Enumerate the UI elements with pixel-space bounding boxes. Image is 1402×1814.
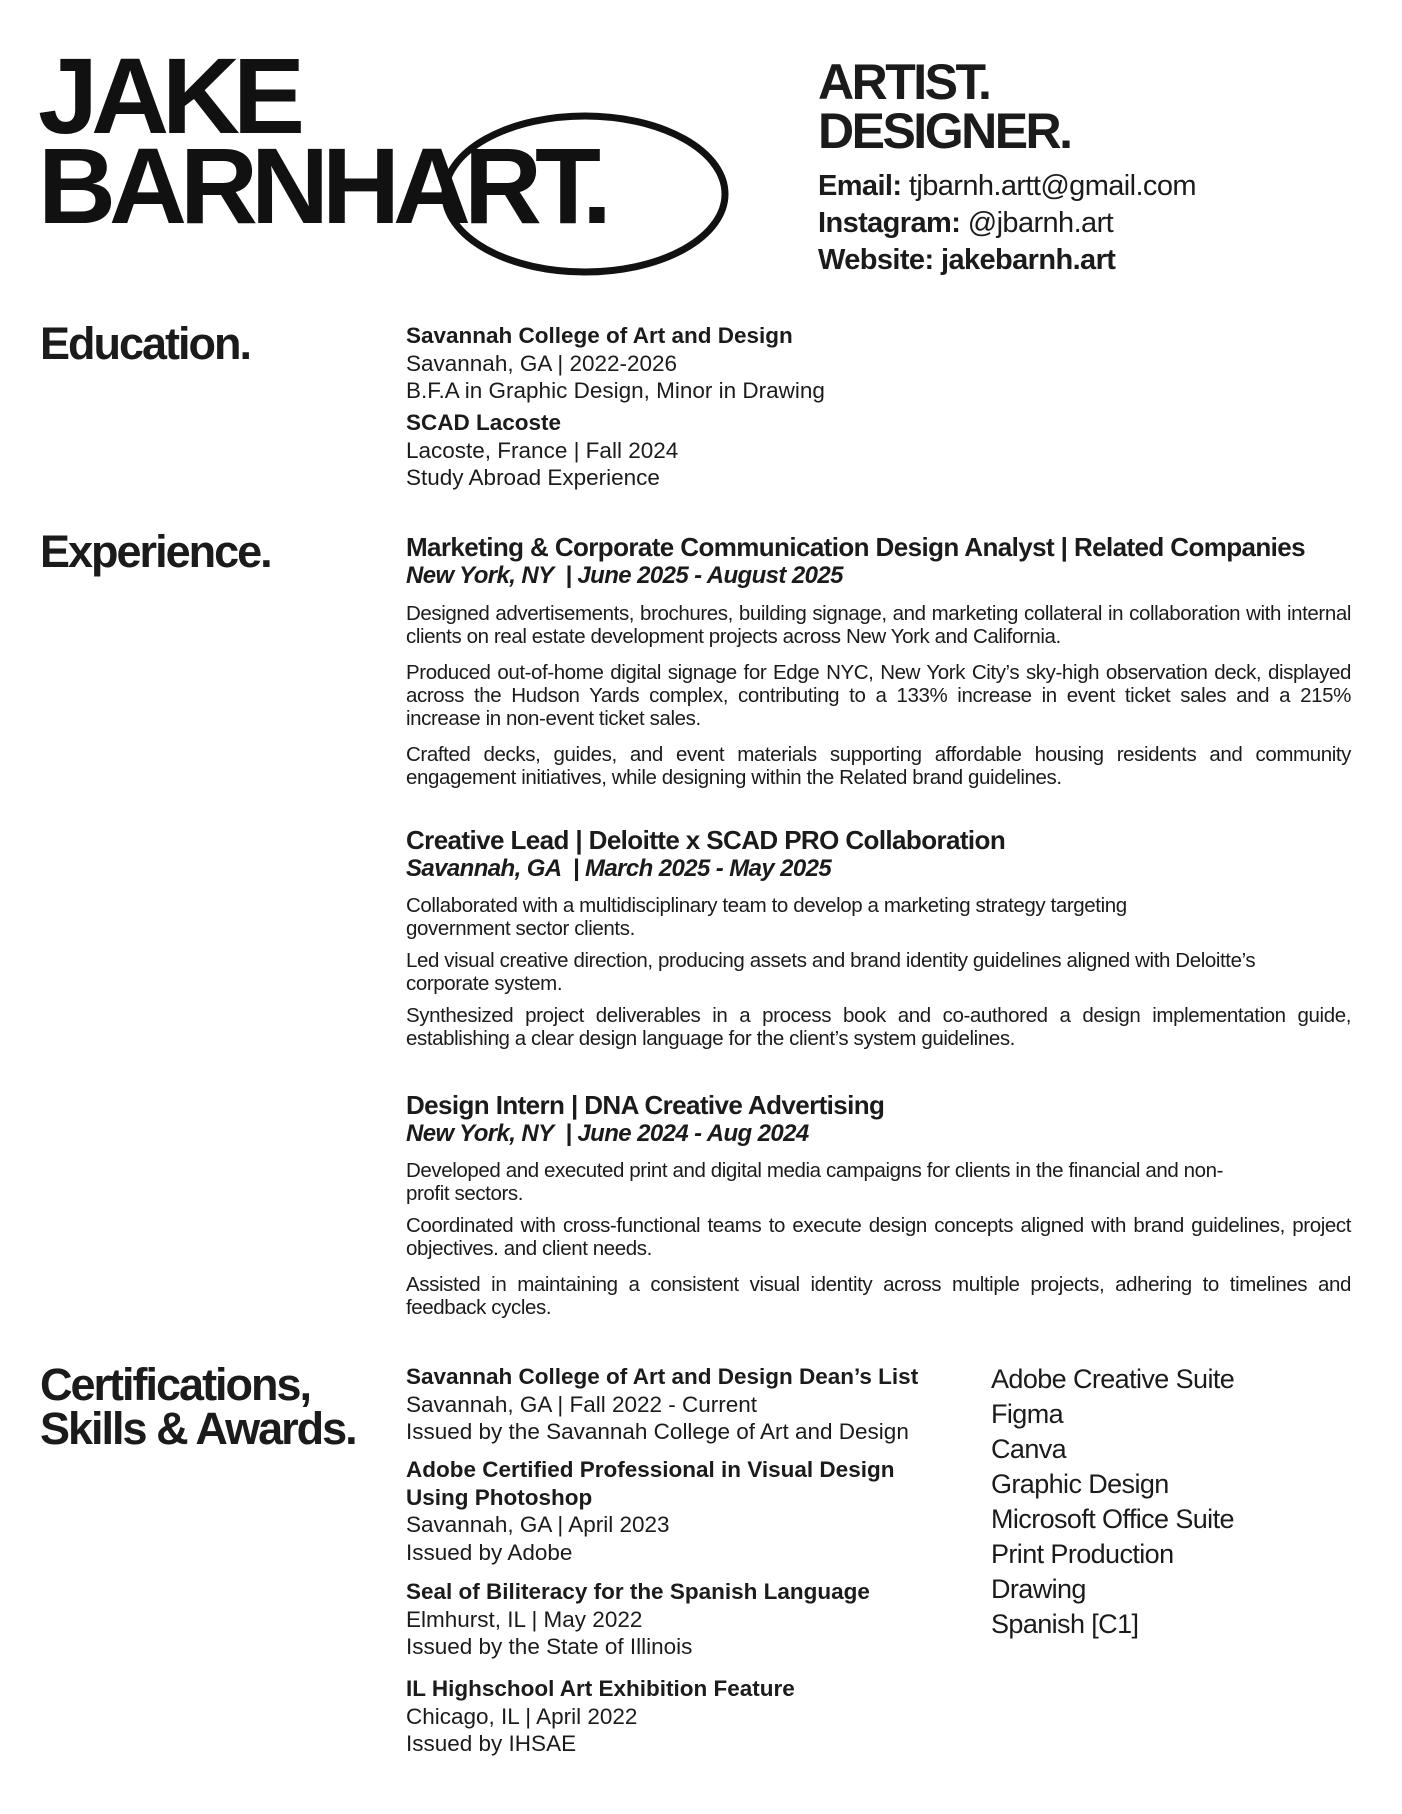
cert-item (406, 1456, 894, 1566)
cert-title: Savannah College of Art and Design Dean’s List (406, 1364, 919, 1389)
last-name: BARNHART. (38, 125, 605, 246)
contact-email-value[interactable]: tjbarnh.artt@gmail.com (908, 170, 1196, 202)
section-title-certifications: Certifications, (40, 1359, 311, 1410)
cert-item (406, 1578, 870, 1661)
education-detail: Study Abroad Experience (406, 465, 660, 490)
job-bullet: Synthesized project deliverables in a process book and co-authored a design implementation guide, establishing a clear design language for the client’s system guidelines. (406, 1004, 1351, 1050)
contact-email-label: Email: (818, 170, 902, 202)
skill-item: Canva (991, 1434, 1067, 1464)
job-title: Design Intern | DNA Creative Advertising (406, 1090, 885, 1120)
education-item (406, 409, 678, 492)
skill-item: Spanish [C1] (991, 1609, 1139, 1639)
job-bullet: Developed and executed print and digital media campaigns for clients in the financial and non-profit sectors. (406, 1159, 1224, 1205)
section-title-skills-awards: Skills & Awards. (40, 1403, 356, 1454)
cert-item (406, 1363, 918, 1446)
contact-instagram-value[interactable]: @jbarnh.art (967, 207, 1114, 239)
section-title-education: Education. (40, 318, 251, 369)
education-meta: Savannah, GA | 2022-2026 (406, 350, 678, 376)
job-bullet: Produced out-of-home digital signage for Edge NYC, New York City’s sky-high observation deck, displayed across the Hudson Yards complex, contributing to a 133% increase in event ticket sales and a 215% increase in non-event ticket sales. (406, 661, 1351, 730)
cert-title: Adobe Certified Professional in Visual Design (406, 1457, 895, 1482)
job-bullet: Coordinated with cross-functional teams to execute design concepts aligned with brand guidelines, project objectives. and client needs. (406, 1214, 1351, 1260)
first-name: JAKE (38, 35, 299, 156)
skill-item: Figma (991, 1399, 1064, 1429)
job-bullet: Collaborated with a multidisciplinary team to develop a marketing strategy targeting government sector clients. (406, 894, 1127, 940)
job-location-dates: New York, NY | June 2024 - Aug 2024 (406, 1120, 809, 1147)
job-entry (406, 532, 1351, 789)
education-school: Savannah College of Art and Design (406, 323, 793, 348)
tagline-designer: DESIGNER. (818, 103, 1071, 159)
contact-website (818, 242, 1115, 279)
cert-meta: Elmhurst, IL | May 2022 (406, 1606, 643, 1632)
skill-item: Adobe Creative Suite (991, 1364, 1235, 1394)
tagline-artist: ARTIST. (818, 54, 990, 110)
contact-instagram (818, 205, 1113, 242)
job-entry (406, 1090, 1351, 1319)
job-location-dates: Savannah, GA | March 2025 - May 2025 (406, 855, 832, 882)
job-bullet: Assisted in maintaining a consistent visual identity across multiple projects, adhering to timelines and feedback cycles. (406, 1273, 1351, 1319)
cert-issuer: Issued by IHSAE (406, 1731, 577, 1756)
skill-item: Print Production (991, 1539, 1174, 1569)
education-meta: Lacoste, France | Fall 2024 (406, 437, 679, 463)
job-bullet: Designed advertisements, brochures, building signage, and marketing collateral in collaboration with internal clients on real estate development projects across New York and California. (406, 602, 1351, 648)
cert-title: Seal of Biliteracy for the Spanish Language (406, 1579, 870, 1604)
cert-meta: Savannah, GA | April 2023 (406, 1512, 670, 1537)
cert-issuer: Issued by the Savannah College of Art and Design (406, 1419, 909, 1444)
contact-website-label: Website: (818, 244, 934, 276)
job-title: Marketing & Corporate Communication Design Analyst | Related Companies (406, 532, 1306, 562)
education-school: SCAD Lacoste (406, 410, 562, 435)
cert-meta: Chicago, IL | April 2022 (406, 1703, 638, 1729)
cert-issuer: Issued by the State of Illinois (406, 1634, 693, 1659)
job-bullet: Crafted decks, guides, and event materials supporting affordable housing residents and community engagement initiatives, while designing within the Related brand guidelines. (406, 743, 1351, 789)
job-bullet: Led visual creative direction, producing assets and brand identity guidelines aligned with Deloitte’s corporate system. (406, 949, 1256, 995)
education-item (406, 322, 825, 405)
education-detail: B.F.A in Graphic Design, Minor in Drawing (406, 378, 825, 403)
contact-instagram-label: Instagram: (818, 207, 961, 239)
job-entry (406, 825, 1351, 1050)
cert-issuer: Issued by Adobe (406, 1539, 573, 1565)
logo-oval-mark (440, 110, 730, 280)
cert-item (406, 1675, 795, 1758)
skill-item: Microsoft Office Suite (991, 1504, 1234, 1534)
job-location-dates: New York, NY | June 2025 - August 2025 (406, 562, 843, 589)
skills-list (991, 1362, 1234, 1642)
cert-meta: Savannah, GA | Fall 2022 - Current (406, 1391, 758, 1417)
contact-email (818, 168, 1196, 205)
section-title-experience: Experience. (40, 526, 271, 577)
cert-title: IL Highschool Art Exhibition Feature (406, 1676, 795, 1701)
skill-item: Drawing (991, 1574, 1086, 1604)
job-title: Creative Lead | Deloitte x SCAD PRO Collaboration (406, 825, 1006, 855)
cert-title-continued: Using Photoshop (406, 1484, 593, 1510)
contact-website-value[interactable]: jakebarnh.art (941, 244, 1116, 276)
skill-item: Graphic Design (991, 1469, 1169, 1499)
